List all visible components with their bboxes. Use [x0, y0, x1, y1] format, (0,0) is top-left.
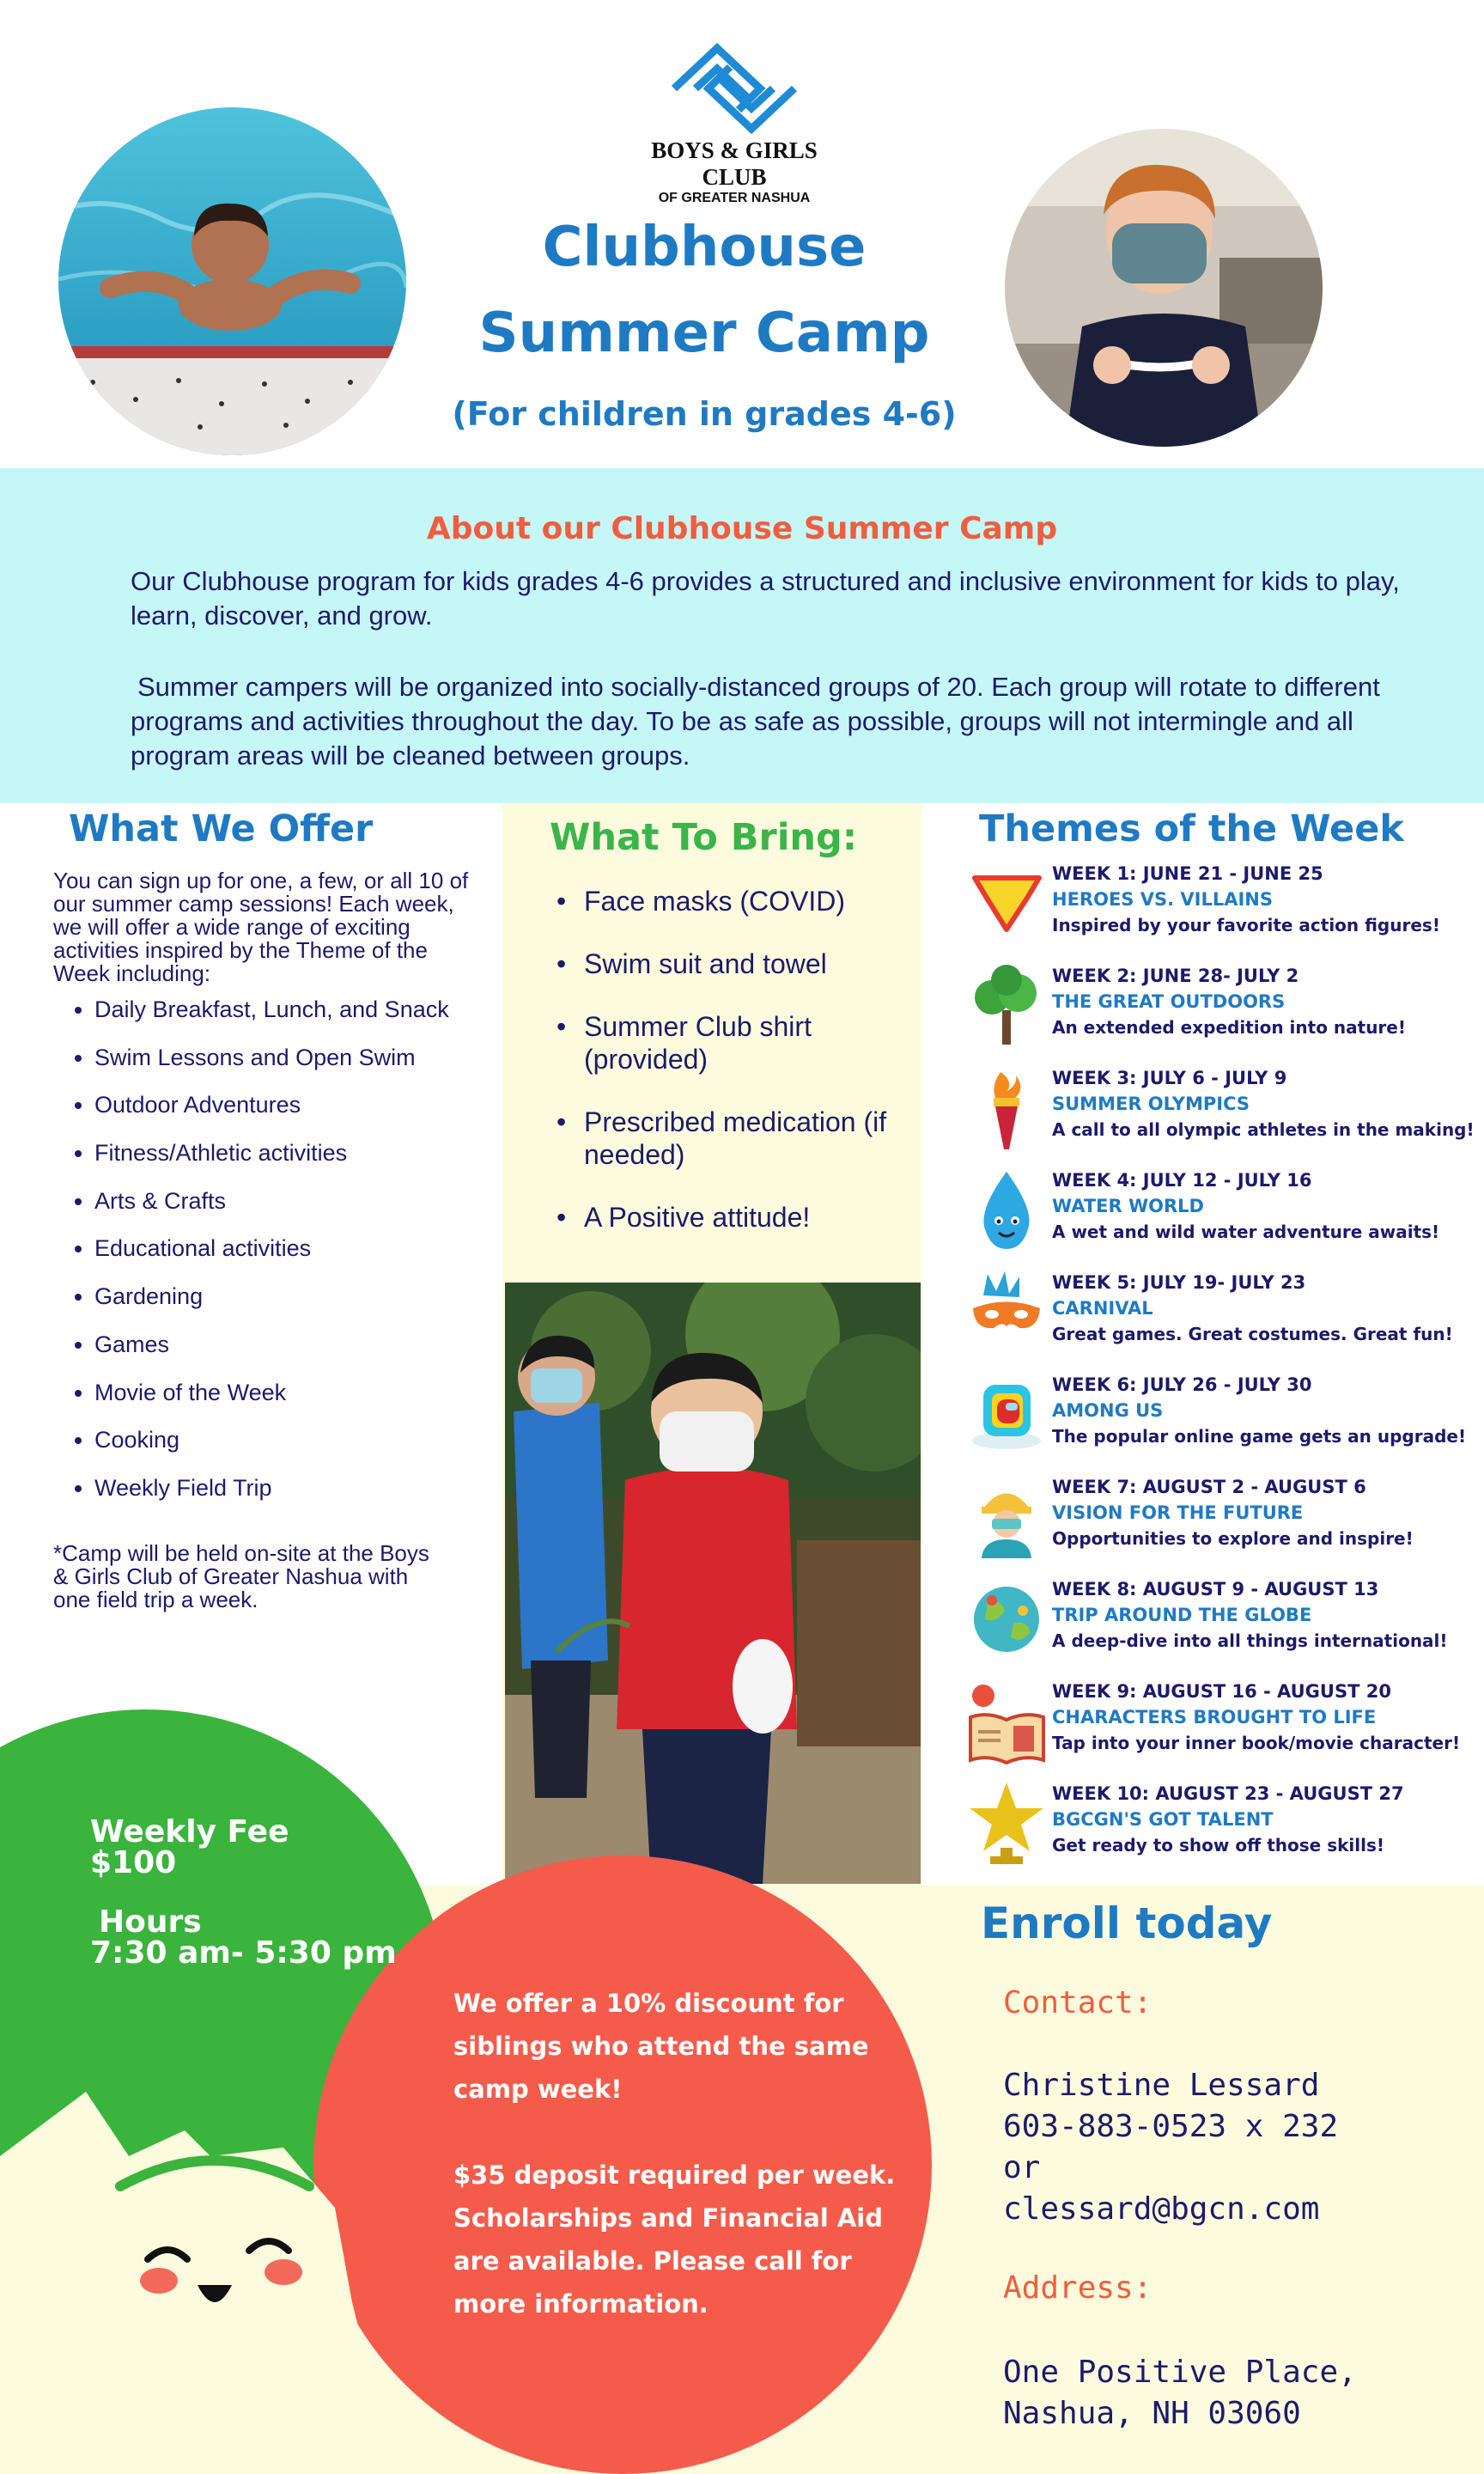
superhero-shield-icon: [966, 861, 1048, 947]
address-label: Address:: [1003, 2270, 1153, 2306]
star-trophy-icon: [966, 1781, 1048, 1867]
about-paragraph-1: Our Clubhouse program for kids grades 4-6 provides a structured and inclusive environment for kids to play, learn, discover, and grow.: [131, 566, 1400, 631]
girl-craft-photo: [1005, 129, 1323, 447]
org-name: BOYS & GIRLS CLUB: [651, 137, 818, 190]
list-item: • Daily Breakfast, Lunch, and Snack: [94, 996, 524, 1045]
fee-label: Weekly Fee: [90, 1814, 289, 1849]
week-theme-name: BGCGN'S GOT TALENT: [1052, 1809, 1274, 1830]
list-item: • Educational activities: [94, 1235, 524, 1283]
week-theme-name: WATER WORLD: [1052, 1196, 1204, 1216]
contact-or: or: [1003, 2150, 1041, 2185]
week-theme-name: SUMMER OLYMPICS: [1052, 1094, 1250, 1114]
enroll-title: Enroll today: [981, 1898, 1273, 1948]
contact-phone[interactable]: 603-883-0523 x 232: [1003, 2109, 1339, 2144]
list-item: • Face masks (COVID): [584, 885, 979, 917]
week-dates: WEEK 3: JULY 6 - JULY 9: [1052, 1068, 1287, 1088]
list-item: • Summer Club shirt (provided): [584, 1010, 867, 1076]
week-description: Opportunities to explore and inspire!: [1052, 1528, 1414, 1549]
list-item: • Games: [94, 1331, 524, 1380]
themes-title: Themes of the Week: [979, 807, 1404, 850]
list-item: • Gardening: [94, 1283, 524, 1331]
address-line-2: Nashua, NH 03060: [1003, 2396, 1301, 2431]
list-item: • A Positive attitude!: [584, 1201, 979, 1234]
list-item: • Fitness/Athletic activities: [94, 1140, 524, 1188]
camp-hours: [90, 1904, 397, 1971]
address-line-1: One Positive Place,: [1003, 2355, 1357, 2390]
week-theme-name: AMONG US: [1052, 1400, 1164, 1421]
week-7-theme: [966, 1474, 1473, 1575]
contact-label: Contact:: [1003, 1985, 1153, 2020]
week-description: Inspired by your favorite action figures!: [1052, 915, 1440, 935]
bring-list: [524, 885, 979, 1264]
camp-location-note: *Camp will be held on-site at the Boys & Girls Club of Greater Nashua with one field trip a week.: [53, 1540, 429, 1612]
astronaut-icon: [966, 1474, 1048, 1560]
week-dates: WEEK 4: JULY 12 - JULY 16: [1052, 1170, 1312, 1191]
week-description: The popular online game gets an upgrade!: [1052, 1426, 1467, 1447]
among-us-icon: [966, 1372, 1048, 1458]
deposit-text: $35 deposit required per week. Scholarships and Financial Aid are available. Please call for more information.: [453, 2160, 896, 2319]
week-9-theme: [966, 1679, 1473, 1780]
water-drop-icon: [966, 1167, 1048, 1253]
week-dates: WEEK 6: JULY 26 - JULY 30: [1052, 1374, 1312, 1395]
week-2-theme: [966, 963, 1473, 1064]
garden-photo: [505, 1283, 921, 1884]
week-8-theme: [966, 1576, 1473, 1678]
week-description: Tap into your inner book/movie character!: [1052, 1733, 1461, 1753]
discount-info: [453, 1982, 900, 2325]
storybook-icon: [966, 1679, 1048, 1764]
about-section: [0, 468, 1484, 803]
tree-icon: [966, 963, 1048, 1049]
bring-title: What To Bring:: [550, 816, 858, 859]
week-10-theme: [966, 1781, 1473, 1882]
about-heading: About our Clubhouse Summer Camp: [426, 511, 1058, 546]
offer-title: What We Offer: [69, 807, 374, 850]
week-theme-name: HEROES VS. VILLAINS: [1052, 889, 1273, 910]
week-theme-name: CHARACTERS BROUGHT TO LIFE: [1052, 1707, 1377, 1728]
week-theme-name: CARNIVAL: [1052, 1298, 1153, 1319]
week-dates: WEEK 1: JUNE 21 - JUNE 25: [1052, 863, 1323, 884]
offer-list: [53, 996, 524, 1523]
week-description: Get ready to show off those skills!: [1052, 1835, 1385, 1855]
week-description: A deep-dive into all things international!: [1052, 1630, 1448, 1651]
title-line-1: Clubhouse: [542, 216, 867, 279]
week-dates: WEEK 9: AUGUST 16 - AUGUST 20: [1052, 1681, 1391, 1702]
about-paragraph-2: Summer campers will be organized into socially-distanced groups of 20. Each group will rotate to different programs and activities throughout the day. To be as safe as possible, groups will not intermingle and all program areas will be cleaned between groups.: [131, 672, 1380, 771]
week-description: Great games. Great costumes. Great fun!: [1052, 1324, 1453, 1344]
week-dates: WEEK 7: AUGUST 2 - AUGUST 6: [1052, 1477, 1366, 1497]
list-item: • Prescribed medication (if needed): [584, 1106, 902, 1171]
week-theme-name: TRIP AROUND THE GLOBE: [1052, 1605, 1312, 1625]
list-item: • Cooking: [94, 1427, 524, 1475]
page-subtitle: (For children in grades 4-6): [452, 395, 957, 433]
week-4-theme: [966, 1167, 1473, 1269]
weekly-fee: [90, 1814, 289, 1880]
week-3-theme: [966, 1065, 1473, 1167]
list-item: • Arts & Crafts: [94, 1188, 524, 1236]
hours-value: 7:30 am- 5:30 pm: [90, 1935, 397, 1971]
week-1-theme: [966, 861, 1473, 962]
week-6-theme: [966, 1372, 1473, 1473]
list-item: • Weekly Field Trip: [94, 1475, 524, 1523]
week-theme-name: VISION FOR THE FUTURE: [1052, 1502, 1304, 1523]
sibling-discount-text: We offer a 10% discount for siblings who attend the same camp week!: [453, 1989, 869, 2104]
contact-email[interactable]: clessard@bgcn.com: [1003, 2191, 1320, 2227]
list-item: • Swim Lessons and Open Swim: [94, 1045, 524, 1093]
week-description: A call to all olympic athletes in the making!: [1052, 1119, 1475, 1140]
swimming-photo: [58, 107, 406, 455]
week-dates: WEEK 8: AUGUST 9 - AUGUST 13: [1052, 1579, 1379, 1600]
week-theme-name: THE GREAT OUTDOORS: [1052, 991, 1286, 1012]
week-description: A wet and wild water adventure awaits!: [1052, 1222, 1440, 1242]
offer-intro: You can sign up for one, a few, or all 10 of our summer camp sessions! Each week, we will offer a wide range of exciting activities inspired by the Theme of the Week including:: [53, 868, 469, 986]
list-item: • Outdoor Adventures: [94, 1092, 524, 1140]
week-5-theme: [966, 1270, 1473, 1371]
club-hands-logo-icon: [657, 41, 812, 136]
week-dates: WEEK 2: JUNE 28- JULY 2: [1052, 966, 1299, 986]
org-region: OF GREATER NASHUA: [658, 191, 811, 205]
page-title: [412, 204, 996, 376]
list-item: • Movie of the Week: [94, 1380, 524, 1428]
title-line-2: Summer Camp: [478, 302, 930, 365]
contact-name: Christine Lessard: [1003, 2068, 1320, 2103]
club-logo: [636, 41, 833, 206]
week-dates: WEEK 5: JULY 19- JULY 23: [1052, 1272, 1306, 1293]
week-dates: WEEK 10: AUGUST 23 - AUGUST 27: [1052, 1783, 1404, 1804]
globe-icon: [966, 1576, 1048, 1662]
fee-value: $100: [90, 1845, 177, 1880]
smiling-mascot-icon: [0, 2027, 412, 2474]
list-item: • Swim suit and towel: [584, 948, 979, 980]
hours-label: Hours: [99, 1904, 202, 1940]
carnival-mask-icon: [966, 1270, 1048, 1356]
torch-icon: [966, 1065, 1048, 1151]
week-description: An extended expedition into nature!: [1052, 1017, 1406, 1038]
